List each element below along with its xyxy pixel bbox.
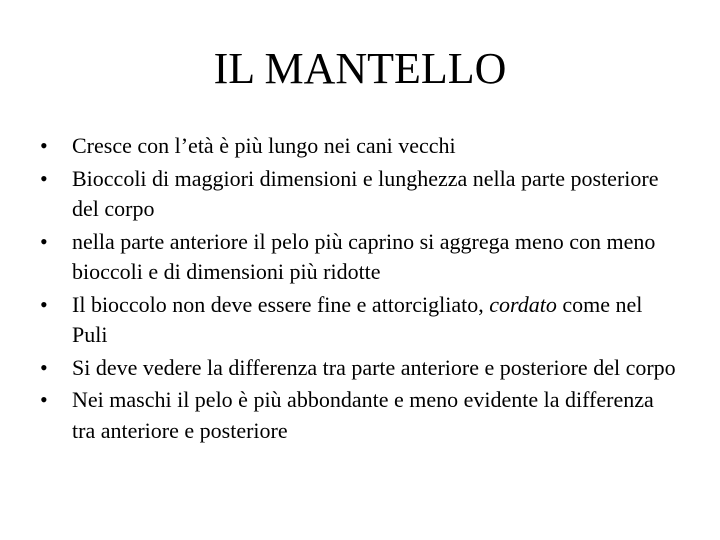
list-item bbox=[40, 290, 680, 351]
bullet-icon: • bbox=[40, 291, 48, 317]
slide-title: IL MANTELLO bbox=[213, 44, 507, 93]
bullet-icon: • bbox=[40, 165, 48, 191]
list-item bbox=[40, 227, 680, 288]
bullet-text: Bioccoli di maggiori dimensioni e lunghezza nella parte posteriore del corpo bbox=[72, 165, 659, 221]
bullet-icon: • bbox=[40, 354, 48, 380]
bullet-icon: • bbox=[40, 387, 48, 412]
bullet-text: Si deve vedere la differenza tra parte anteriore e posteriore del corpo bbox=[72, 354, 676, 380]
list-item bbox=[40, 164, 680, 225]
bullet-text-before: Il bioccolo non deve essere fine e attorcigliato, bbox=[72, 291, 490, 317]
bullet-text: Nei maschi il pelo è più abbondante e meno evidente la differenza tra anteriore e posteriore bbox=[72, 387, 654, 443]
bullet-icon: • bbox=[40, 228, 48, 254]
bullet-text: nella parte anteriore il pelo più caprino si aggrega meno con meno bioccoli e di dimensioni più ridotte bbox=[72, 228, 656, 284]
bullet-text bbox=[72, 292, 642, 348]
bullet-text-after: come nel Puli bbox=[72, 291, 643, 347]
list-item bbox=[40, 385, 680, 446]
list-item bbox=[40, 353, 680, 384]
list-item bbox=[40, 131, 680, 162]
bullet-icon: • bbox=[40, 133, 48, 158]
bullet-text-italic: cordato bbox=[489, 291, 557, 317]
bullet-list bbox=[40, 131, 680, 448]
bullet-text: Cresce con l’età è più lungo nei cani vecchi bbox=[72, 133, 456, 158]
